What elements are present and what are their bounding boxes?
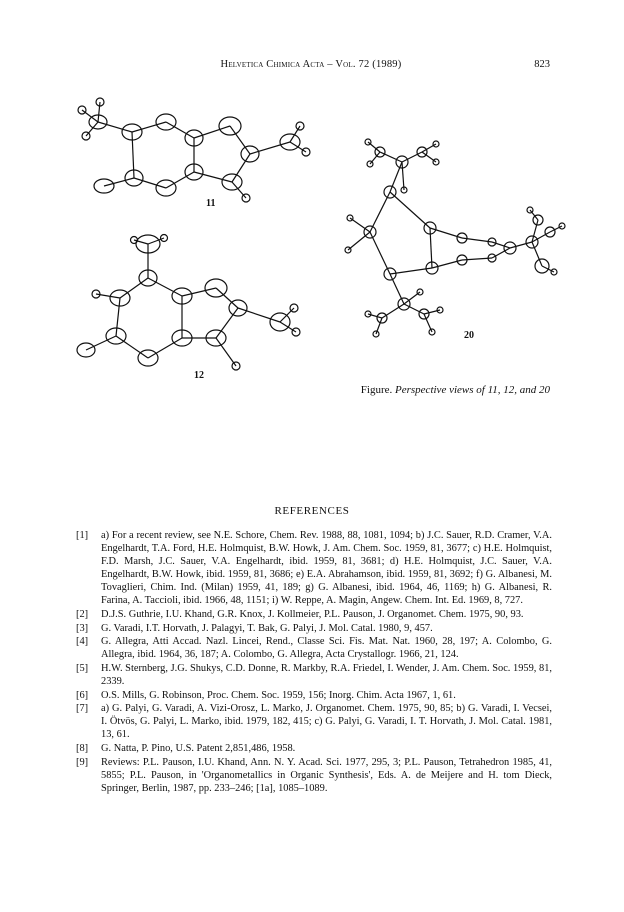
molecule-20-drawing <box>345 139 565 337</box>
reference-number: [4] <box>76 636 89 648</box>
reference-text: D.J.S. Guthrie, I.U. Khand, G.R. Knox, J. Kollmeier, P.L. Pauson, J. Organomet. Chem. 1975, 90, 93. <box>101 609 524 621</box>
reference-item <box>76 622 552 635</box>
reference-text: H.W. Sternberg, J.G. Shukys, C.D. Donne, R. Markby, R.A. Friedel, I. Wender, J. Am. Chem. Soc. 1959, 81, 2339. <box>101 662 552 688</box>
reference-list <box>76 529 552 795</box>
molecule-11-label: 11 <box>206 198 216 209</box>
reference-number: [6] <box>76 689 89 701</box>
page-header <box>72 59 550 73</box>
reference-item <box>76 662 552 688</box>
molecule-12-label: 12 <box>194 370 204 381</box>
reference-item <box>76 608 552 621</box>
caption-text: Perspective views of 11, 12, and 20 <box>395 384 550 396</box>
reference-item <box>76 702 552 741</box>
reference-number: [7] <box>76 703 89 715</box>
reference-text: G. Allegra, Atti Accad. Nazl. Lincei, Rend., Classe Sci. Fis. Mat. Nat. 1960, 28, 197; A. Colombo, G. Allegra, ibid. 1964, 36, 187; A. Colombo, G. Allegra, Acta Crystallogr. 1966, 21, 124. <box>101 636 552 661</box>
reference-item <box>76 689 552 702</box>
reference-number: [9] <box>76 756 89 768</box>
reference-text: Reviews: P.L. Pauson, I.U. Khand, Ann. N. Y. Acad. Sci. 1977, 295, 3; P.L. Pauson, Tetrahedron 1985, 41, 5855; P.L. Pauson, in 'Organometallics in Organic Synthesis', Eds. A. de Meijere and H. tom Dieck, Springer, Berlin, 1987, pp. 233–246; [1a], 1085–1089. <box>101 756 552 794</box>
reference-number: [2] <box>76 609 89 621</box>
reference-text: a) For a recent review, see N.E. Schore, Chem. Rev. 1988, 88, 1081, 1094; b) J.C. Sauer, R.D. Cramer, V.A. Engelhardt, T.A. Ford, H.E. Holmquist, B.W. Howk, J. Am. Chem. Soc. 1959, 81, 3677; c) H.E. Holmquist, F.D. Marsh, J.C. Sauer, V.A. Engelhardt, ibid. 1959, 81, 3681; d) H.E. Holmquist, J.C. Sauer, V.A. Engelhardt, B.W. Howk, ibid. 1959, 81, 3686; e) E.A. Abrahamson, ibid. 1959, 81, 3692; f) G. Albanesi, M. Tovaglieri, Chim. Ind. (Milan) 1959, 41, 189; g) G. Albanesi, ibid. 1964, 46, 1169; h) G. Albanesi, R. Farina, A. Taccioli, ibid. 1966, 48, 1151; i) W. Reppe, A. Magin, Angew. Chem. Int. Ed. 1969, 8, 727. <box>101 530 552 607</box>
molecule-11-drawing <box>78 98 310 202</box>
caption-prefix: Figure. <box>360 384 393 396</box>
reference-text: O.S. Mills, G. Robinson, Proc. Chem. Soc. 1959, 156; Inorg. Chim. Acta 1967, 1, 61. <box>101 689 456 701</box>
reference-text: a) G. Palyi, G. Varadi, A. Vizi-Orosz, L. Marko, J. Organomet. Chem. 1975, 90, 85; b) G. Varadi, I. Vecsei, I. Ötvös, G. Palyi, L. Marko, ibid. 1979, 182, 415; c) G. Palyi, G. Varadi, I. T. Horvath, J. Mol. Catal. 1981, 13, 61. <box>101 703 552 741</box>
reference-number: [8] <box>76 743 89 754</box>
reference-number: [1] <box>76 530 89 541</box>
molecule-20-label: 20 <box>464 330 474 341</box>
reference-item <box>76 756 552 795</box>
molecule-12-drawing <box>77 235 300 371</box>
figure <box>60 82 580 382</box>
reference-number: [5] <box>76 662 89 674</box>
references-heading: REFERENCES <box>274 505 350 517</box>
reference-number: [3] <box>76 622 89 634</box>
page-number: 823 <box>534 59 550 70</box>
molecular-structures-figure <box>60 82 580 382</box>
reference-item <box>76 742 552 755</box>
reference-text: G. Varadi, I.T. Horvath, J. Palagyi, T. Bak, G. Palyi, J. Mol. Catal. 1980, 9, 457. <box>101 622 433 634</box>
reference-item <box>76 635 552 661</box>
running-title: Helvetica Chimica Acta – Vol. 72 (1989) <box>220 59 402 70</box>
reference-text: G. Natta, P. Pino, U.S. Patent 2,851,486, 1958. <box>101 743 296 754</box>
reference-item <box>76 529 552 608</box>
figure-caption <box>330 384 550 396</box>
